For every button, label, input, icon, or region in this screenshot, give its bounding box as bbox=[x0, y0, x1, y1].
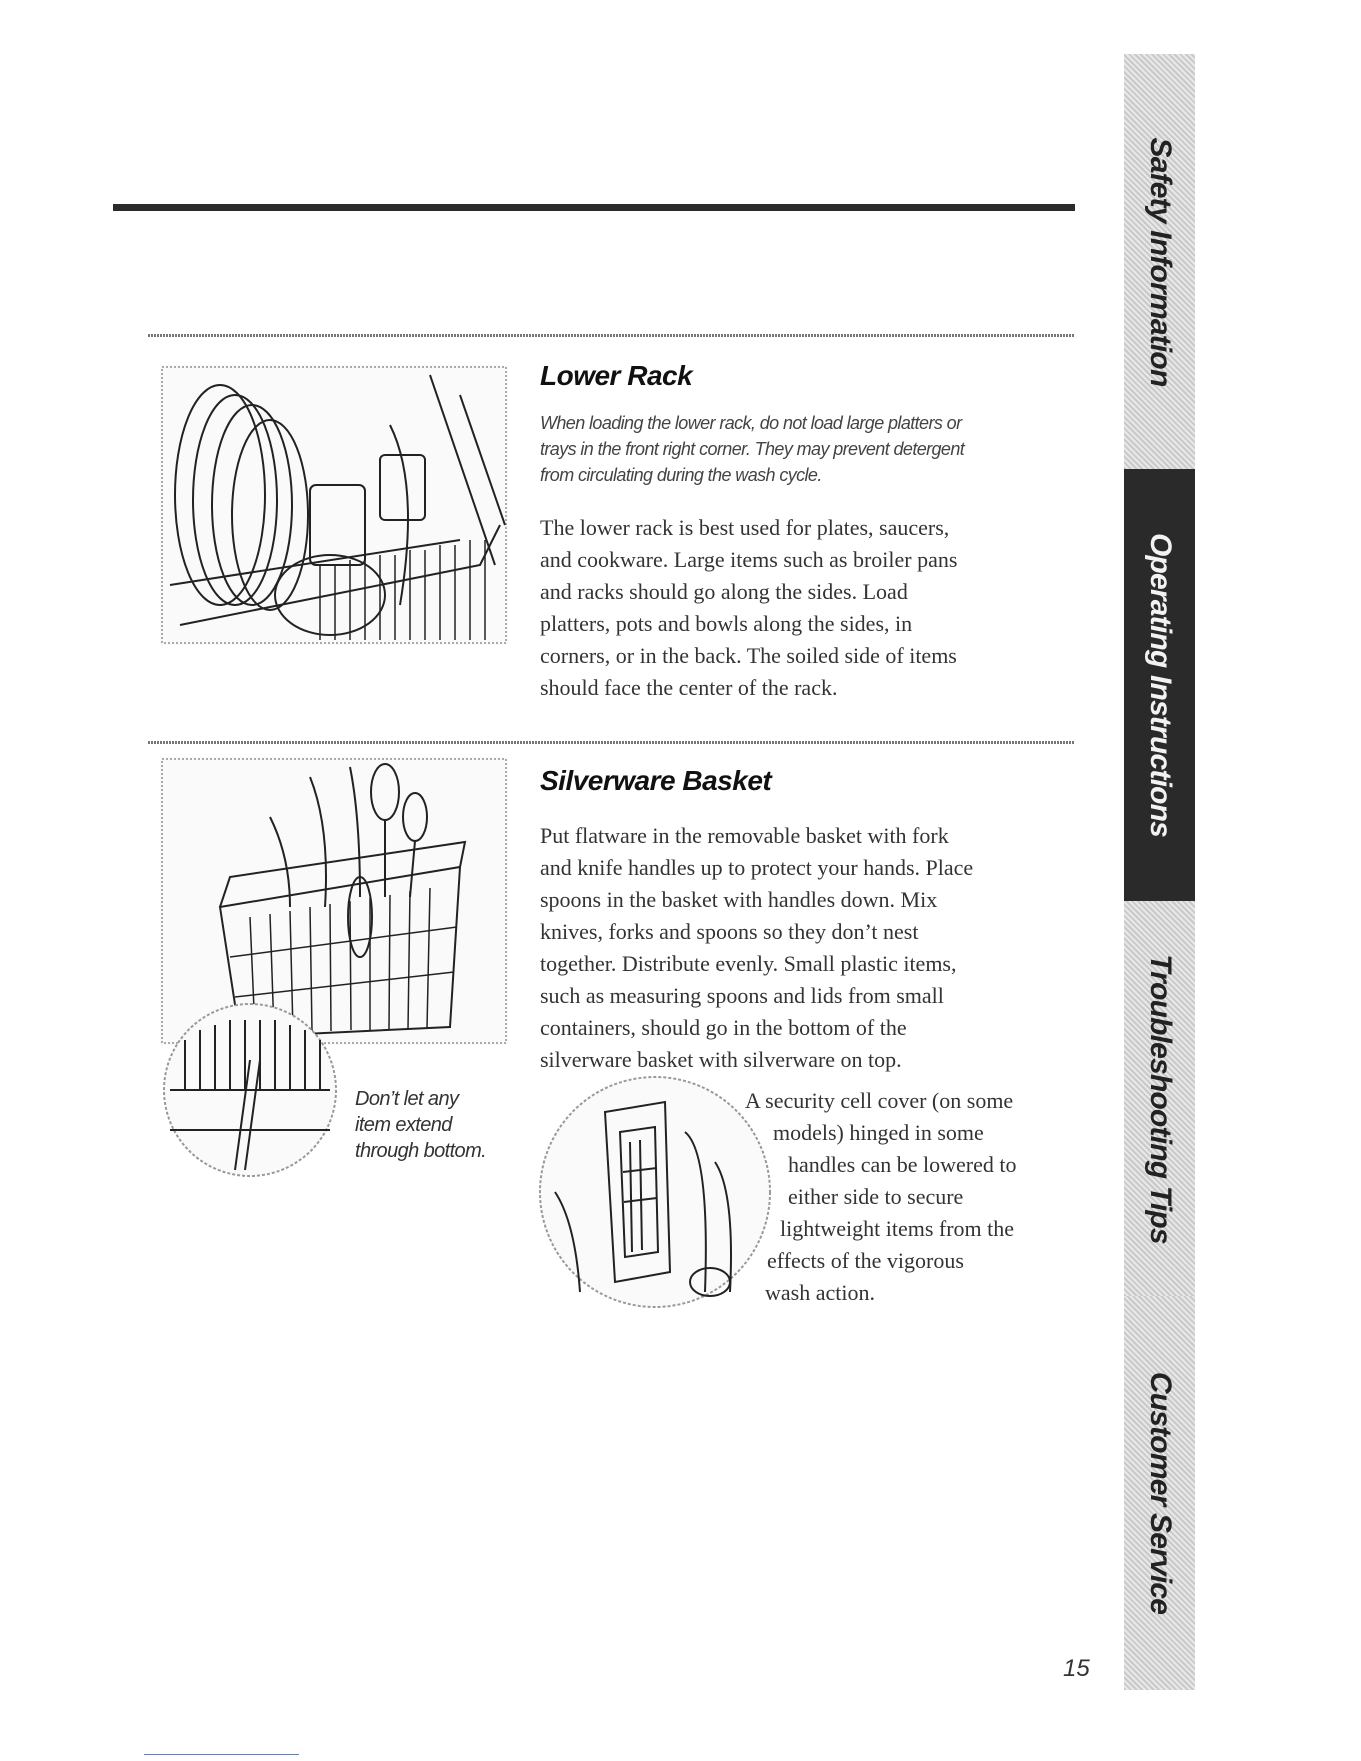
callout-line: item extend bbox=[355, 1114, 452, 1136]
note-line: lightweight items from the bbox=[780, 1216, 1015, 1241]
body-line: spoons in the basket with handles down. Mix bbox=[540, 887, 938, 912]
body-line: corners, or in the back. The soiled side of items bbox=[540, 643, 957, 668]
tab-label: Operating Instructions bbox=[1143, 532, 1177, 838]
tab-label: Safety Information bbox=[1143, 137, 1177, 386]
lower-rack-illustration bbox=[160, 365, 508, 645]
body-line: Put flatware in the removable basket with fork bbox=[540, 823, 949, 848]
caution-line: When loading the lower rack, do not load large platters or bbox=[540, 413, 962, 433]
note-line: handles can be lowered to bbox=[788, 1152, 1017, 1177]
security-cell-illustration bbox=[535, 1072, 775, 1312]
section-divider-2 bbox=[148, 741, 1075, 744]
tab-troubleshooting-tips[interactable] bbox=[1124, 901, 1195, 1298]
body-line: containers, should go in the bottom of the bbox=[540, 1015, 907, 1040]
body-line: and knife handles up to protect your hands. Place bbox=[540, 855, 974, 880]
note-line: models) hinged in some bbox=[773, 1120, 984, 1145]
lower-rack-body bbox=[540, 512, 1080, 704]
section-tabs bbox=[1124, 54, 1195, 1690]
basket-bottom-callout bbox=[355, 1086, 525, 1164]
tab-safety-information[interactable] bbox=[1124, 54, 1195, 471]
silverware-basket-heading: Silverware Basket bbox=[540, 765, 772, 796]
lower-rack-heading: Lower Rack bbox=[540, 360, 693, 391]
body-line: together. Distribute evenly. Small plastic items, bbox=[540, 951, 957, 976]
body-line: knives, forks and spoons so they don’t nest bbox=[540, 919, 919, 944]
footer-link-underline bbox=[144, 1754, 299, 1755]
body-line: silverware basket with silverware on top. bbox=[540, 1047, 902, 1072]
note-line: effects of the vigorous bbox=[767, 1248, 964, 1273]
body-line: platters, pots and bowls along the sides, in bbox=[540, 611, 913, 636]
body-line: should face the center of the rack. bbox=[540, 675, 838, 700]
note-line: wash action. bbox=[765, 1280, 875, 1305]
section-divider-1 bbox=[148, 334, 1075, 337]
lower-rack-caution bbox=[540, 410, 1060, 488]
caution-line: trays in the front right corner. They may prevent detergent bbox=[540, 439, 965, 459]
body-line: and racks should go along the sides. Load bbox=[540, 579, 908, 604]
callout-line: Don’t let any bbox=[355, 1088, 459, 1110]
basket-bottom-magnifier bbox=[160, 1000, 340, 1180]
page-number: 15 bbox=[1063, 1655, 1090, 1682]
body-line: such as measuring spoons and lids from small bbox=[540, 983, 944, 1008]
top-rule bbox=[113, 204, 1075, 211]
caution-line: from circulating during the wash cycle. bbox=[540, 465, 822, 485]
tab-operating-instructions[interactable] bbox=[1124, 469, 1195, 903]
body-line: The lower rack is best used for plates, saucers, bbox=[540, 515, 950, 540]
body-line: and cookware. Large items such as broiler pans bbox=[540, 547, 958, 572]
note-line: A security cell cover (on some bbox=[745, 1088, 1014, 1113]
tab-customer-service[interactable] bbox=[1124, 1296, 1195, 1690]
security-cell-note bbox=[745, 1085, 1075, 1309]
silverware-basket-body bbox=[540, 820, 1080, 1076]
tab-label: Customer Service bbox=[1143, 1371, 1177, 1615]
tab-label: Troubleshooting Tips bbox=[1143, 953, 1177, 1244]
note-line: either side to secure bbox=[788, 1184, 964, 1209]
callout-line: through bottom. bbox=[355, 1140, 487, 1162]
